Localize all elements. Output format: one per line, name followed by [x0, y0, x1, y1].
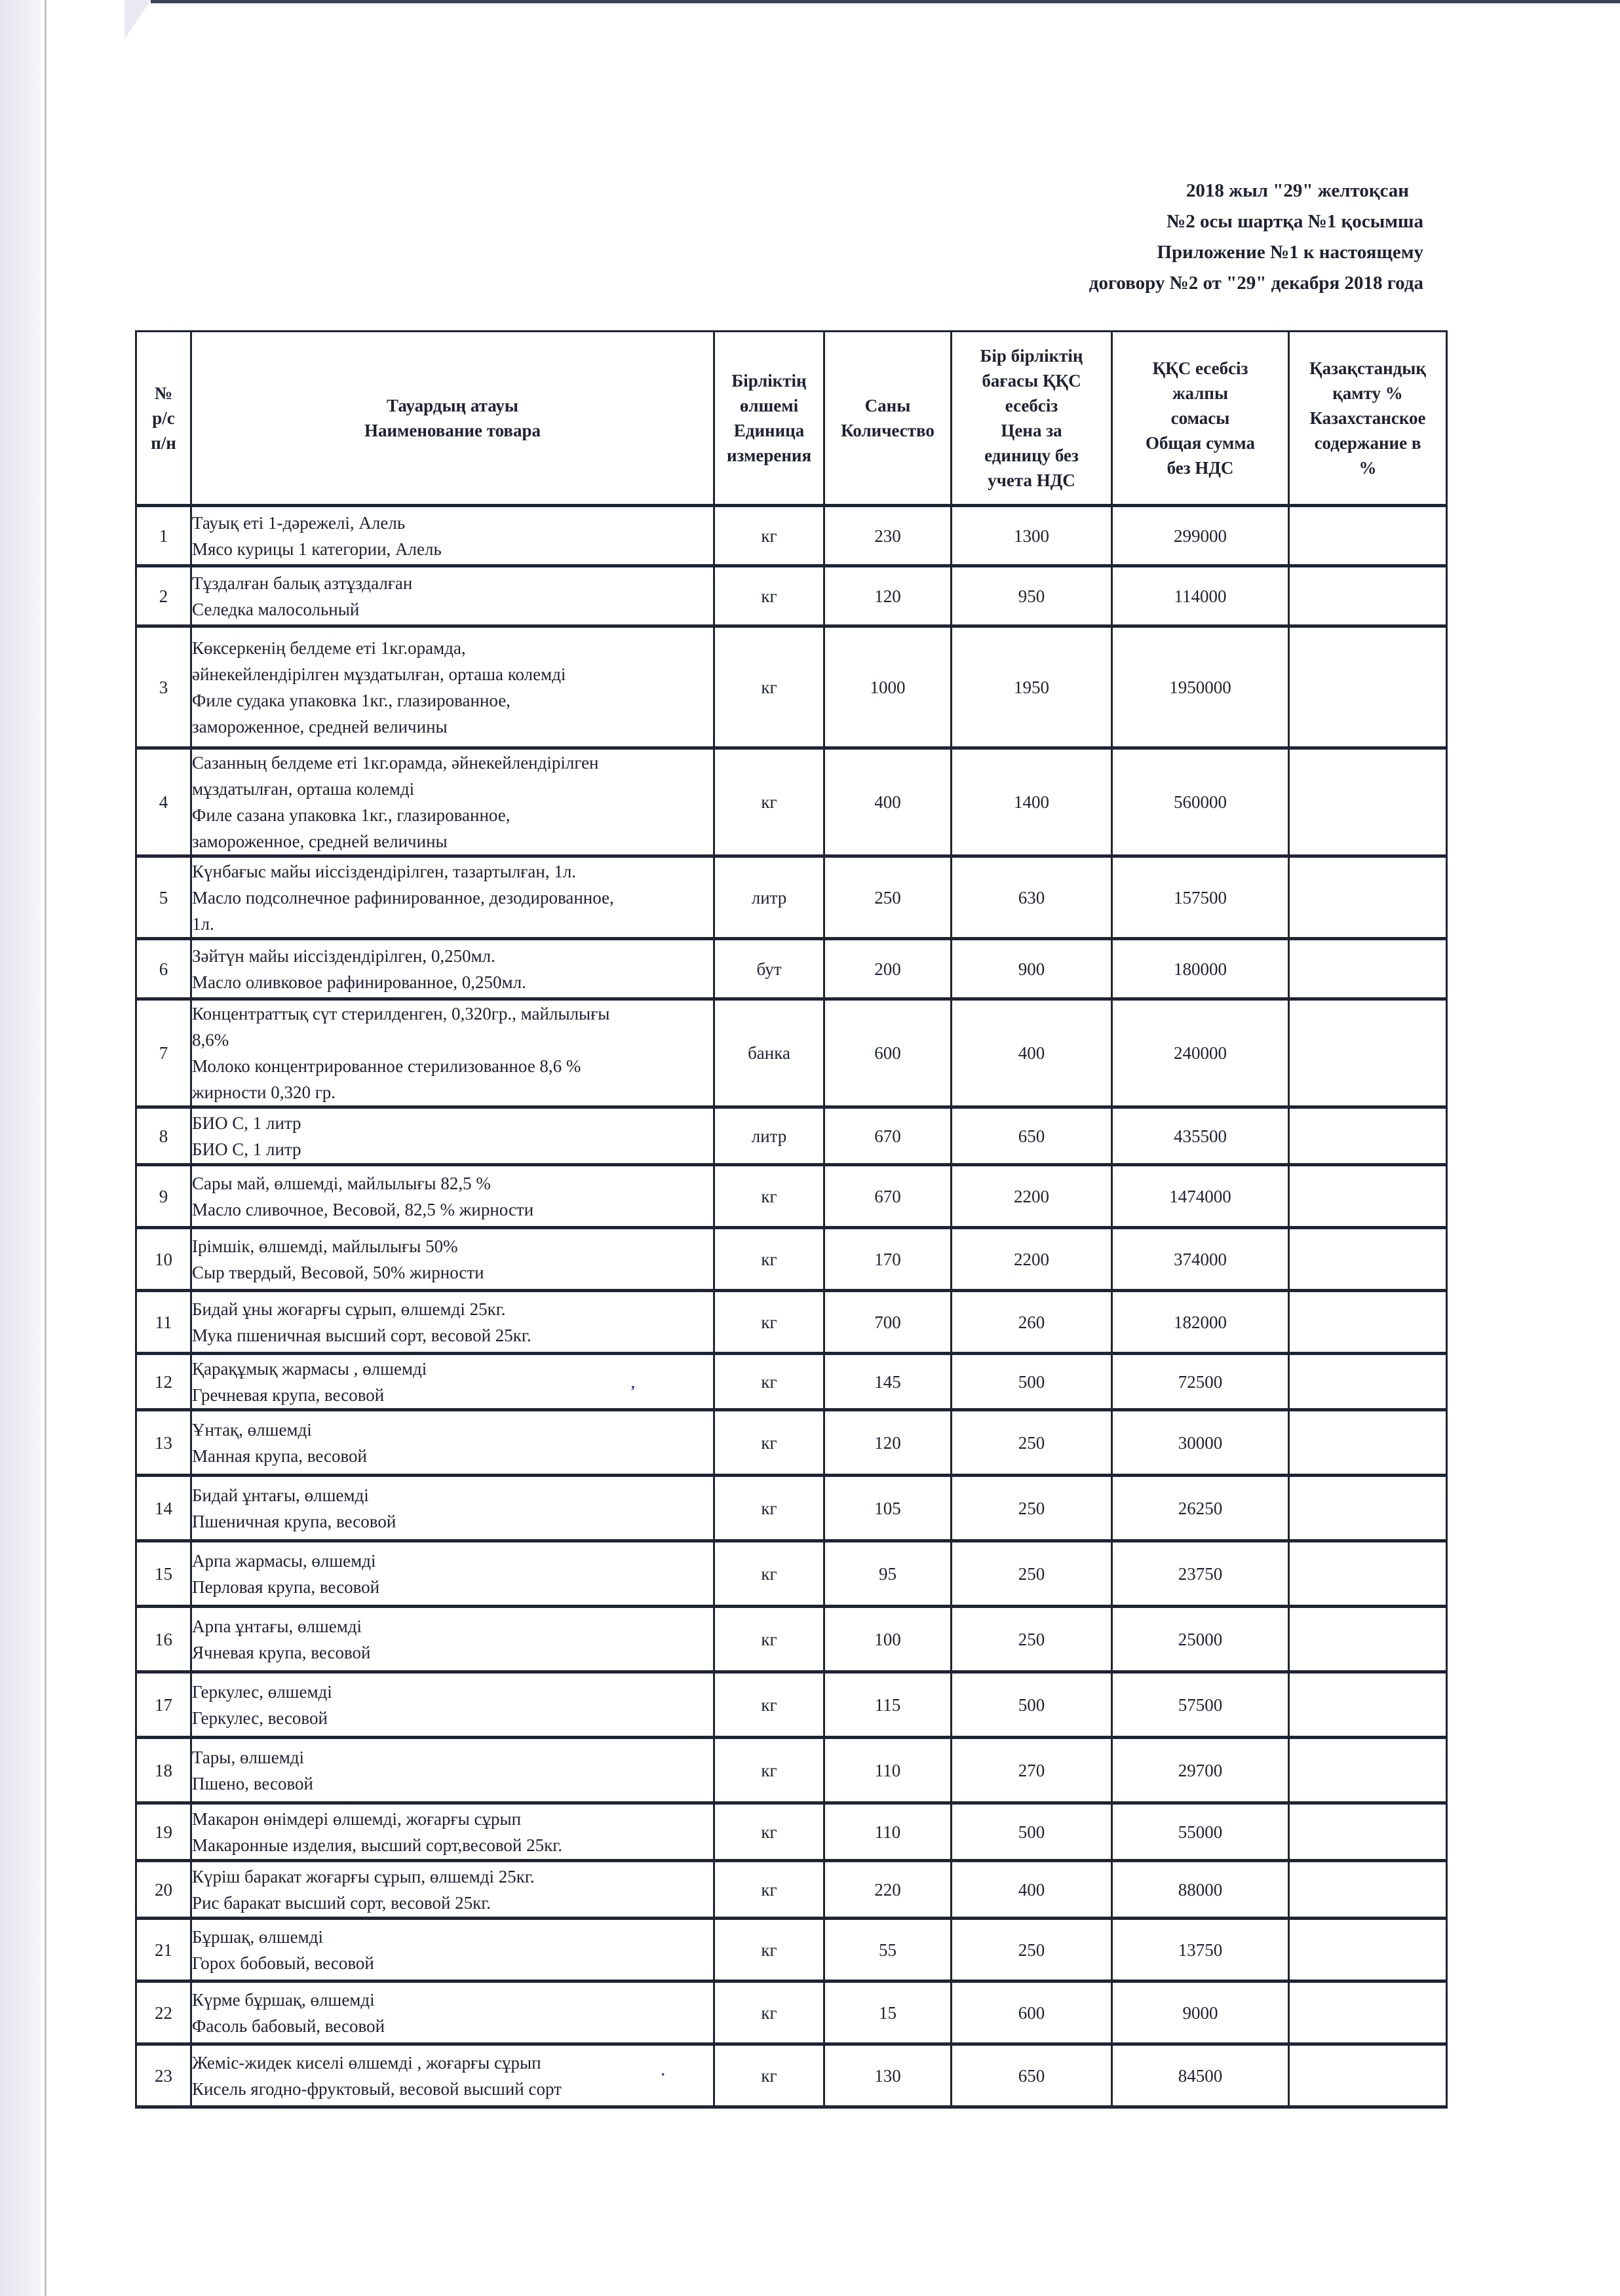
unit-price: 2200	[952, 1165, 1112, 1228]
product-name-line: жирности 0,320 гр.	[192, 1082, 336, 1102]
unit-of-measure: кг	[714, 1919, 824, 1981]
unit-price: 260	[952, 1291, 1112, 1354]
product-name-line: Бидай ұны жоғарғы сұрып, өлшемді 25кг.	[192, 1299, 506, 1319]
unit-of-measure: литр	[714, 856, 824, 939]
total-amount: 299000	[1112, 506, 1289, 566]
quantity: 670	[824, 1165, 952, 1228]
kz-content-percent	[1289, 506, 1447, 566]
kz-content-percent	[1289, 748, 1447, 856]
header-text-line: Общая сумма	[1145, 433, 1256, 453]
kz-content-percent	[1289, 1476, 1447, 1541]
quantity: 110	[824, 1803, 952, 1861]
product-name	[191, 939, 714, 999]
unit-of-measure: кг	[714, 506, 824, 566]
product-name-line: Ірімшік, өлшемді, майлылығы 50%	[192, 1236, 458, 1256]
header-text-line: Бір бірліктің	[980, 346, 1083, 366]
unit-of-measure: кг	[714, 2044, 824, 2107]
product-name-line: БИО С, 1 литр	[192, 1113, 301, 1133]
row-number: 14	[136, 1476, 191, 1541]
product-name-line: Макарон өнімдері өлшемді, жоғарғы сұрып	[192, 1808, 522, 1829]
goods-table	[135, 330, 1448, 2109]
row-number: 8	[136, 1107, 191, 1165]
product-name-line: Арпа жармасы, өлшемді	[192, 1550, 376, 1571]
unit-price: 650	[952, 1107, 1112, 1165]
header-text-line: №	[154, 383, 173, 403]
total-amount: 29700	[1112, 1738, 1289, 1803]
table-row	[136, 1541, 1447, 1607]
unit-price: 1950	[952, 626, 1112, 748]
table-row	[136, 1738, 1447, 1803]
product-name	[191, 1981, 714, 2044]
product-name-line: Молоко концентрированное стерилизованное 8,6 %	[192, 1056, 581, 1076]
kz-content-percent	[1289, 856, 1447, 939]
unit-price: 400	[952, 999, 1112, 1107]
product-name-line: Пшеничная крупа, весовой	[192, 1511, 396, 1531]
col-header-number	[136, 332, 191, 506]
total-amount: 1474000	[1112, 1165, 1289, 1228]
unit-price: 400	[952, 1861, 1112, 1919]
header-text-line: өлшемі	[739, 396, 799, 415]
total-amount: 26250	[1112, 1476, 1289, 1541]
header-text-line: измерения	[726, 446, 812, 465]
product-name-line: 1л.	[192, 913, 214, 934]
header-text-line: без НДС	[1167, 458, 1234, 478]
product-name	[191, 1919, 714, 1981]
product-name-line: Ячневая крупа, весовой	[192, 1642, 371, 1662]
unit-price: 250	[952, 1541, 1112, 1607]
product-name	[191, 748, 714, 856]
table-row	[136, 1607, 1447, 1672]
kz-content-percent	[1289, 566, 1447, 626]
header-text-line: %	[1359, 458, 1377, 478]
col-header-unit	[714, 332, 824, 506]
quantity: 110	[824, 1738, 952, 1803]
header-text-line: п/н	[151, 433, 176, 453]
row-number: 15	[136, 1541, 191, 1607]
product-name-line: Сазанның белдеме еті 1кг.орамда, әйнекейлендірілген	[192, 753, 599, 773]
row-number: 9	[136, 1165, 191, 1228]
product-name-line: Қарақұмық жармасы , өлшемді	[192, 1358, 427, 1379]
total-amount: 157500	[1112, 856, 1289, 939]
quantity: 145	[824, 1354, 952, 1410]
product-name-line: Сыр твердый, Весовой, 50% жирности	[192, 1262, 484, 1282]
product-name	[191, 1672, 714, 1738]
header-text-line: ҚҚС есебсіз	[1152, 358, 1248, 378]
product-name-line: БИО С, 1 литр	[192, 1139, 301, 1159]
scan-top-edge	[151, 0, 1620, 3]
table-row	[136, 1981, 1447, 2044]
row-number: 21	[136, 1919, 191, 1981]
row-number: 6	[136, 939, 191, 999]
header-text-line: Цена за	[1001, 421, 1062, 440]
product-name	[191, 1165, 714, 1228]
unit-of-measure: кг	[714, 1672, 824, 1738]
product-name-line: замороженное, средней величины	[192, 716, 448, 737]
quantity: 170	[824, 1228, 952, 1291]
header-text-line: Бірліктің	[731, 371, 807, 391]
product-name	[191, 1803, 714, 1861]
table-row	[136, 1861, 1447, 1919]
header-text-line: Саны	[864, 396, 911, 415]
row-number: 4	[136, 748, 191, 856]
product-name	[191, 1291, 714, 1354]
product-name-line: Зәйтүн майы иіссіздендірілген, 0,250мл.	[192, 946, 495, 966]
product-name-line: Горох бобовый, весовой	[192, 1953, 374, 1973]
row-number: 11	[136, 1291, 191, 1354]
table-row	[136, 1354, 1447, 1410]
quantity: 230	[824, 506, 952, 566]
row-number: 5	[136, 856, 191, 939]
quantity: 250	[824, 856, 952, 939]
product-name-line: Концентраттық сүт стерилденген, 0,320гр., майлылығы	[192, 1004, 610, 1024]
table-row	[136, 939, 1447, 999]
product-name	[191, 1738, 714, 1803]
unit-price: 250	[952, 1919, 1112, 1981]
quantity: 130	[824, 2044, 952, 2107]
quantity: 120	[824, 1410, 952, 1476]
total-amount: 240000	[1112, 999, 1289, 1107]
table-row	[136, 566, 1447, 626]
total-amount: 88000	[1112, 1861, 1289, 1919]
product-name	[191, 1861, 714, 1919]
kz-content-percent	[1289, 1410, 1447, 1476]
total-amount: 23750	[1112, 1541, 1289, 1607]
unit-price: 250	[952, 1607, 1112, 1672]
total-amount: 30000	[1112, 1410, 1289, 1476]
header-text-line: Наименование товара	[364, 421, 541, 440]
product-name-line: Тары, өлшемді	[192, 1747, 305, 1767]
product-name	[191, 626, 714, 748]
quantity: 100	[824, 1607, 952, 1672]
table-row	[136, 1291, 1447, 1354]
kz-content-percent	[1289, 1672, 1447, 1738]
col-header-name	[191, 332, 714, 506]
quantity: 220	[824, 1861, 952, 1919]
product-name-line: Масло сливочное, Весовой, 82,5 % жирности	[192, 1199, 534, 1219]
header-text-line: р/с	[152, 408, 175, 428]
kz-content-percent	[1289, 1228, 1447, 1291]
unit-of-measure: кг	[714, 1541, 824, 1607]
unit-of-measure: кг	[714, 1981, 824, 2044]
header-text-line: содержание в	[1314, 433, 1421, 453]
quantity: 15	[824, 1981, 952, 2044]
unit-price: 270	[952, 1738, 1112, 1803]
row-number: 1	[136, 506, 191, 566]
unit-price: 600	[952, 1981, 1112, 2044]
product-name-line: Фасоль бабовый, весовой	[192, 2016, 385, 2036]
quantity: 400	[824, 748, 952, 856]
kz-content-percent	[1289, 626, 1447, 748]
row-number: 7	[136, 999, 191, 1107]
unit-price: 950	[952, 566, 1112, 626]
product-name-line: Геркулес, весовой	[192, 1708, 328, 1728]
table-row	[136, 1410, 1447, 1476]
total-amount: 25000	[1112, 1607, 1289, 1672]
appendix-header	[834, 176, 1423, 299]
product-name	[191, 1228, 714, 1291]
table-row	[136, 999, 1447, 1107]
kz-content-percent	[1289, 1861, 1447, 1919]
header-text-line: учета НДС	[988, 470, 1075, 490]
total-amount: 9000	[1112, 1981, 1289, 2044]
row-number: 20	[136, 1861, 191, 1919]
scan-left-margin	[0, 0, 41, 2296]
product-name-line: Арпа ұнтағы, өлшемді	[192, 1616, 362, 1636]
unit-of-measure: кг	[714, 1738, 824, 1803]
row-number: 10	[136, 1228, 191, 1291]
product-name-line: Ұнтақ, өлшемді	[192, 1419, 312, 1440]
product-name-line: Тауық еті 1-дәрежелі, Алель	[192, 512, 406, 533]
unit-price: 1300	[952, 506, 1112, 566]
header-date-kz: 2018 жыл "29" желтоқсан	[1186, 180, 1409, 201]
kz-content-percent	[1289, 2044, 1447, 2107]
product-name-line: Селедка малосольный	[192, 599, 360, 619]
product-name-line: мұздатылған, орташа колемді	[192, 779, 415, 799]
product-name-line: Пшено, весовой	[192, 1773, 313, 1793]
product-name-line: Гречневая крупа, весовой	[192, 1385, 385, 1405]
product-name-line: замороженное, средней величины	[192, 832, 448, 851]
col-header-total	[1112, 332, 1289, 506]
header-text-line: жалпы	[1172, 383, 1229, 403]
col-header-kz-content	[1289, 332, 1447, 506]
total-amount: 114000	[1112, 566, 1289, 626]
kz-content-percent	[1289, 1738, 1447, 1803]
total-amount: 55000	[1112, 1803, 1289, 1861]
product-name-line: Күріш баракат жоғарғы сұрып, өлшемді 25кг.	[192, 1866, 535, 1886]
row-number: 19	[136, 1803, 191, 1861]
product-name	[191, 856, 714, 939]
table-row	[136, 2044, 1447, 2107]
row-number: 22	[136, 1981, 191, 2044]
total-amount: 1950000	[1112, 626, 1289, 748]
product-name-line: Тұздалған балық азтұздалған	[192, 573, 413, 593]
header-text-line: Тауардың атауы	[387, 396, 518, 415]
table-header-row	[136, 332, 1447, 506]
scan-binding-line	[45, 0, 47, 2296]
kz-content-percent	[1289, 1541, 1447, 1607]
kz-content-percent	[1289, 1803, 1447, 1861]
quantity: 670	[824, 1107, 952, 1165]
unit-price: 2200	[952, 1228, 1112, 1291]
col-header-quantity	[824, 332, 952, 506]
table-row	[136, 626, 1447, 748]
table-row	[136, 1165, 1447, 1228]
unit-of-measure: литр	[714, 1107, 824, 1165]
unit-of-measure: кг	[714, 1291, 824, 1354]
product-name-line: Манная крупа, весовой	[192, 1445, 367, 1466]
product-name-line: әйнекейлендірілген мұздатылған, орташа колемді	[192, 664, 566, 684]
product-name-line: Перловая крупа, весовой	[192, 1577, 380, 1597]
unit-price: 650	[952, 2044, 1112, 2107]
unit-of-measure: кг	[714, 1228, 824, 1291]
row-number: 18	[136, 1738, 191, 1803]
product-name	[191, 999, 714, 1107]
table-row	[136, 506, 1447, 566]
row-number: 16	[136, 1607, 191, 1672]
quantity: 105	[824, 1476, 952, 1541]
product-name	[191, 1541, 714, 1607]
unit-price: 900	[952, 939, 1112, 999]
table-row	[136, 1803, 1447, 1861]
product-name-line: Кисель ягодно-фруктовый, весовой высший сорт	[192, 2078, 562, 2099]
product-name	[191, 566, 714, 626]
unit-of-measure: кг	[714, 626, 824, 748]
header-contract-ru: договору №2 от "29" декабря 2018 года	[1089, 273, 1423, 294]
quantity: 115	[824, 1672, 952, 1738]
product-name-line: Мясо курицы 1 категории, Алель	[192, 539, 442, 559]
product-name-line: Масло подсолнечное рафинированное, дезодированное,	[192, 887, 614, 908]
row-number: 17	[136, 1672, 191, 1738]
product-name	[191, 1410, 714, 1476]
product-name-line: Күрме бұршақ, өлшемді	[192, 1989, 375, 2010]
product-name-line: Жеміс-жидек киселі өлшемді , жоғарғы сұрып	[192, 2052, 541, 2073]
total-amount: 180000	[1112, 939, 1289, 999]
header-text-line: қамту %	[1332, 383, 1403, 403]
unit-price: 500	[952, 1354, 1112, 1410]
pen-mark: ·	[661, 2066, 666, 2082]
product-name	[191, 1107, 714, 1165]
unit-of-measure: кг	[714, 566, 824, 626]
product-name-line: Мука пшеничная высший сорт, весовой 25кг.	[192, 1325, 531, 1345]
row-number: 2	[136, 566, 191, 626]
unit-of-measure: кг	[714, 748, 824, 856]
kz-content-percent	[1289, 1607, 1447, 1672]
folded-corner	[125, 0, 151, 39]
product-name-line: Геркулес, өлшемді	[192, 1681, 332, 1702]
col-header-unit-price	[952, 332, 1112, 506]
row-number: 3	[136, 626, 191, 748]
quantity: 600	[824, 999, 952, 1107]
product-name-line: Рис баракат высший сорт, весовой 25кг.	[192, 1892, 492, 1913]
total-amount: 57500	[1112, 1672, 1289, 1738]
unit-price: 630	[952, 856, 1112, 939]
unit-of-measure: кг	[714, 1803, 824, 1861]
product-name-line: Макаронные изделия, высший сорт,весовой 25кг.	[192, 1835, 562, 1855]
unit-of-measure: кг	[714, 1476, 824, 1541]
product-name	[191, 1607, 714, 1672]
unit-of-measure: кг	[714, 1165, 824, 1228]
table-row	[136, 1672, 1447, 1738]
unit-of-measure: кг	[714, 1410, 824, 1476]
table-row	[136, 1107, 1447, 1165]
unit-price: 500	[952, 1803, 1112, 1861]
quantity: 700	[824, 1291, 952, 1354]
product-name	[191, 506, 714, 566]
header-text-line: бағасы ҚҚС	[982, 371, 1081, 391]
table-row	[136, 1228, 1447, 1291]
product-name-line: Күнбағыс майы иіссіздендірілген, тазартылған, 1л.	[192, 861, 577, 881]
quantity: 120	[824, 566, 952, 626]
kz-content-percent	[1289, 1107, 1447, 1165]
total-amount: 13750	[1112, 1919, 1289, 1981]
product-name-line: Филе сазана упаковка 1кг., глазированное,	[192, 805, 511, 825]
total-amount: 435500	[1112, 1107, 1289, 1165]
unit-price: 500	[952, 1672, 1112, 1738]
table-row	[136, 856, 1447, 939]
total-amount: 560000	[1112, 748, 1289, 856]
table-row	[136, 1476, 1447, 1541]
kz-content-percent	[1289, 1165, 1447, 1228]
kz-content-percent	[1289, 1981, 1447, 2044]
header-text-line: Единица	[733, 421, 805, 440]
row-number: 12	[136, 1354, 191, 1410]
header-text-line: Казахстанское	[1309, 408, 1426, 428]
product-name	[191, 1476, 714, 1541]
kz-content-percent	[1289, 1354, 1447, 1410]
product-name-line: Бидай ұнтағы, өлшемді	[192, 1485, 369, 1505]
quantity: 95	[824, 1541, 952, 1607]
unit-price: 250	[952, 1410, 1112, 1476]
unit-price: 250	[952, 1476, 1112, 1541]
header-text-line: Количество	[841, 421, 935, 440]
product-name	[191, 2044, 714, 2107]
unit-of-measure: кг	[714, 1607, 824, 1672]
unit-of-measure: бут	[714, 939, 824, 999]
table-row	[136, 748, 1447, 856]
unit-of-measure: кг	[714, 1861, 824, 1919]
header-text-line: сомасы	[1170, 408, 1230, 428]
total-amount: 182000	[1112, 1291, 1289, 1354]
quantity: 200	[824, 939, 952, 999]
product-name-line: Сары май, өлшемді, майлылығы 82,5 %	[192, 1173, 491, 1193]
product-name	[191, 1354, 714, 1410]
product-name-line: Бұршақ, өлшемді	[192, 1926, 323, 1947]
total-amount: 72500	[1112, 1354, 1289, 1410]
total-amount: 84500	[1112, 2044, 1289, 2107]
header-text-line: Қазақстандық	[1309, 358, 1426, 378]
unit-of-measure: банка	[714, 999, 824, 1107]
header-text-line: есебсіз	[1005, 396, 1058, 415]
kz-content-percent	[1289, 999, 1447, 1107]
total-amount: 374000	[1112, 1228, 1289, 1291]
pen-mark: ʼ	[630, 1383, 636, 1399]
row-number: 13	[136, 1410, 191, 1476]
header-text-line: единицу без	[984, 446, 1079, 465]
header-appendix-kz: №2 осы шартқа №1 қосымша	[1167, 211, 1423, 232]
kz-content-percent	[1289, 1919, 1447, 1981]
quantity: 55	[824, 1919, 952, 1981]
unit-of-measure: кг	[714, 1354, 824, 1410]
header-appendix-ru: Приложение №1 к настоящему	[1157, 242, 1423, 263]
product-name-line: 8,6%	[192, 1030, 229, 1050]
row-number: 23	[136, 2044, 191, 2107]
kz-content-percent	[1289, 1291, 1447, 1354]
table-row	[136, 1919, 1447, 1981]
product-name-line: Көксеркенің белдеме еті 1кг.орамда,	[192, 638, 466, 658]
kz-content-percent	[1289, 939, 1447, 999]
unit-price: 1400	[952, 748, 1112, 856]
product-name-line: Масло оливковое рафинированное, 0,250мл.	[192, 972, 526, 992]
product-name-line: Филе судака упаковка 1кг., глазированное,	[192, 690, 511, 710]
quantity: 1000	[824, 626, 952, 748]
